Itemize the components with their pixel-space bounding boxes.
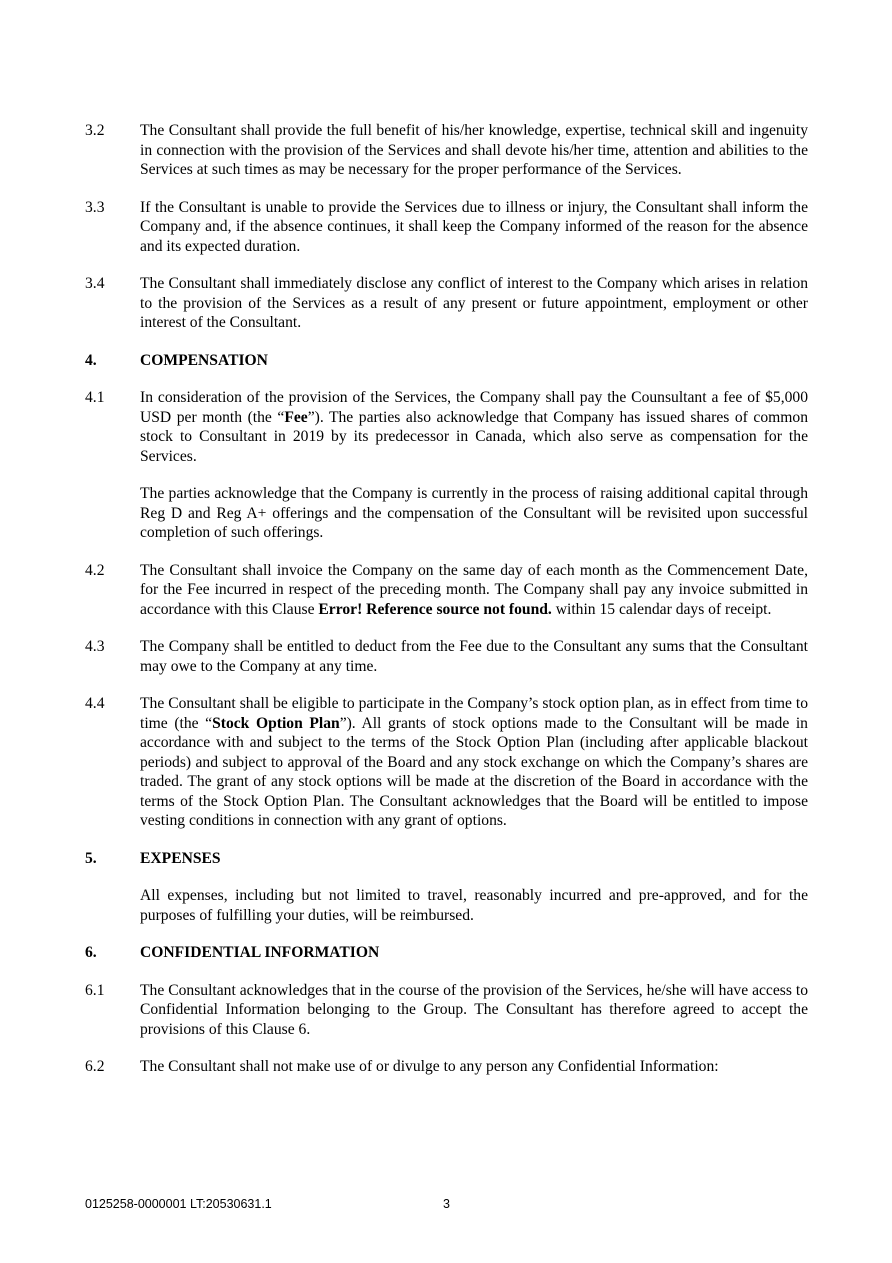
clause-text xyxy=(140,561,808,620)
text-run: If the Consultant is unable to provide the Services due to illness or injury, the Consultant shall inform the Company and, if the absence continues, it shall keep the Company informed of the reason for the absence and its expected duration. xyxy=(140,198,808,255)
document-body xyxy=(85,121,808,1095)
clause-4-4 xyxy=(85,694,808,831)
section-title xyxy=(140,943,808,963)
bold-text-run: CONFIDENTIAL INFORMATION xyxy=(140,944,380,961)
clause-text xyxy=(140,694,808,831)
clause-4-3 xyxy=(85,637,808,676)
section-heading-6 xyxy=(85,943,808,963)
clause-number: 4.1 xyxy=(85,389,105,406)
clause-text xyxy=(140,981,808,1040)
section-title xyxy=(140,849,808,869)
clause-text xyxy=(140,484,808,543)
clause-number: 4.4 xyxy=(85,695,105,712)
text-run: The Consultant shall be eligible to participate in the Company’s stock option plan, as in effect from time to time (the “ xyxy=(140,695,808,732)
clause-3-4 xyxy=(85,274,808,333)
section-number: 5. xyxy=(85,849,97,867)
text-run: The parties acknowledge that the Company is currently in the process of raising additional capital through Reg D and Reg A+ offerings and the compensation of the Consultant will be revisited upon successful completion of such offerings. xyxy=(140,485,808,541)
clause-3-3 xyxy=(85,198,808,257)
text-run: The Consultant shall immediately disclose any conflict of interest to the Company which arises in relation to the provision of the Services as a result of any present or future appointment, employment or other interest of the Consultant. xyxy=(140,275,808,331)
section-heading-5 xyxy=(85,849,808,869)
clause-number xyxy=(85,484,140,543)
bold-text-run: COMPENSATION xyxy=(140,351,268,369)
text-run: In consideration of the provision of the Services, the Company shall pay the Counsultant a fee of $5,000 USD per month (the “ xyxy=(140,389,808,426)
page-number: 3 xyxy=(443,1197,450,1211)
text-run: All expenses, including but not limited to travel, reasonably incurred and pre-approved, and for the purposes of fulfilling your duties, will be reimbursed. xyxy=(140,887,808,924)
clause-text xyxy=(140,886,808,925)
clause-continuation xyxy=(85,484,808,543)
clause-4-2 xyxy=(85,561,808,620)
clause-4-1 xyxy=(85,388,808,466)
clause-number: 6.2 xyxy=(85,1058,105,1075)
clause-6-1 xyxy=(85,981,808,1040)
document-reference: 0125258-0000001 LT:20530631.1 xyxy=(85,1197,272,1211)
section-title xyxy=(140,351,808,371)
bold-text-run: Error! Reference source not found. xyxy=(318,600,552,618)
text-run: ”). All grants of stock options made to the Consultant will be made in accordance with and subject to the terms of the Stock Option Plan (including after applicable blackout periods) and subject to approval of the Board and any stock exchange on which the Company’s shares are traded. The grant of any stock options will be made at the discretion of the Board in accordance with the terms of the Stock Option Plan. The Consultant acknowledges that the Board will be entitled to impose vesting conditions in connection with any grant of options. xyxy=(140,714,808,829)
text-run: The Consultant shall invoice the Company on the same day of each month as the Commencement Date, for the Fee incurred in respect of the preceding month. The Company shall pay any invoice submitted in accordance with this Clause xyxy=(140,561,808,618)
clause-text xyxy=(140,1057,808,1077)
clause-number: 6.1 xyxy=(85,981,105,999)
clause-continuation xyxy=(85,886,808,925)
text-run: The Consultant shall not make use of or divulge to any person any Confidential Information: xyxy=(140,1058,719,1075)
clause-3-2 xyxy=(85,121,808,180)
section-number: 6. xyxy=(85,944,97,961)
clause-text xyxy=(140,198,808,257)
text-run: The Consultant shall provide the full benefit of his/her knowledge, expertise, technical skill and ingenuity in connection with the provision of the Services and shall devote his/her time, attention and abilities to the Services at such times as may be necessary for the proper performance of the Services. xyxy=(140,122,808,178)
clause-number: 3.4 xyxy=(85,275,105,292)
text-run: The Consultant acknowledges that in the course of the provision of the Services, he/she will have access to Confidential Information belonging to the Group. The Consultant has therefore agreed to accept the provisions of this Clause 6. xyxy=(140,981,808,1038)
text-run: within 15 calendar days of receipt. xyxy=(551,600,772,618)
section-heading-4 xyxy=(85,351,808,371)
bold-text-run: Stock Option Plan xyxy=(212,714,340,732)
clause-text xyxy=(140,121,808,180)
bold-text-run: EXPENSES xyxy=(140,849,221,867)
text-run: The Company shall be entitled to deduct from the Fee due to the Consultant any sums that the Consultant may owe to the Company at any time. xyxy=(140,638,808,675)
clause-text xyxy=(140,388,808,466)
clause-number: 4.3 xyxy=(85,638,105,655)
clause-6-2 xyxy=(85,1057,808,1077)
clause-number: 4.2 xyxy=(85,561,105,579)
clause-number xyxy=(85,886,140,925)
clause-text xyxy=(140,274,808,333)
bold-text-run: Fee xyxy=(284,408,308,426)
section-number: 4. xyxy=(85,351,97,369)
text-run: ”). The parties also acknowledge that Company has issued shares of common stock to Consultant in 2019 by its predecessor in Canada, which also serve as compensation for the Services. xyxy=(140,408,808,465)
clause-number: 3.2 xyxy=(85,122,105,139)
clause-number: 3.3 xyxy=(85,198,105,216)
clause-text xyxy=(140,637,808,676)
